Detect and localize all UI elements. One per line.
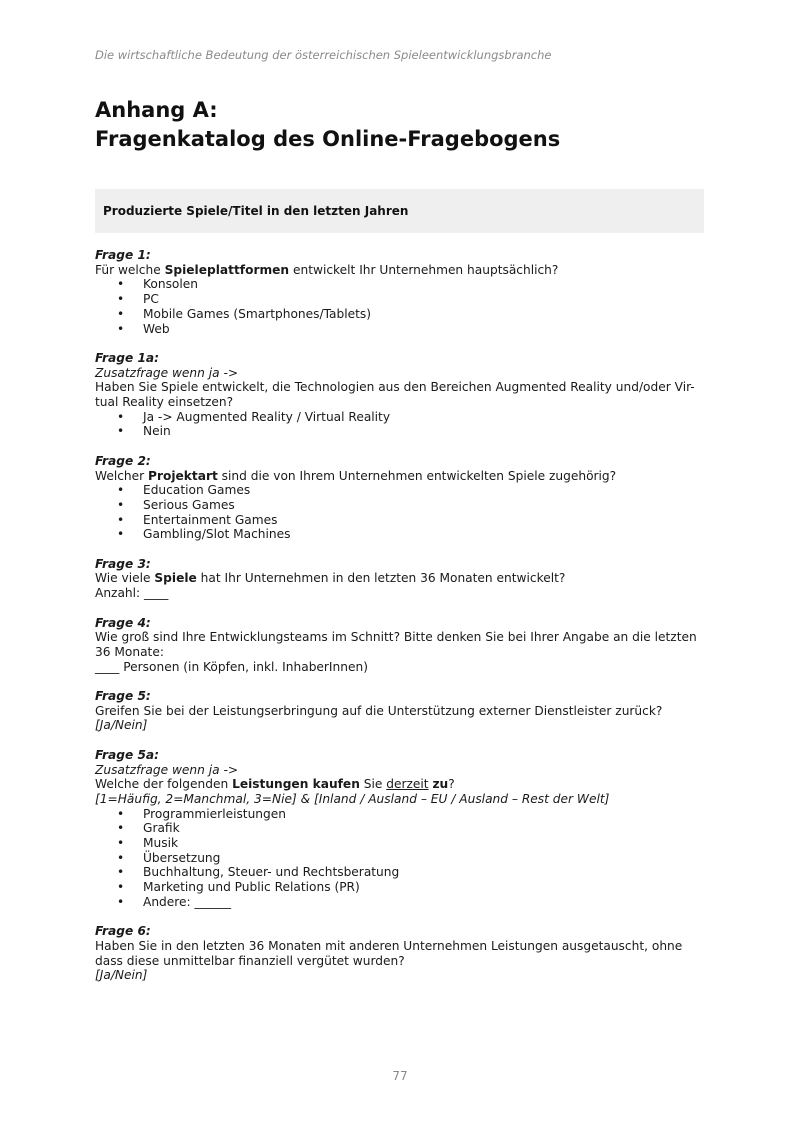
bold-term: zu	[432, 777, 449, 792]
list-item: • Andere: ______	[95, 895, 707, 910]
list-item: • Grafik	[95, 821, 707, 836]
question-2	[95, 454, 707, 542]
question-label: Frage 4:	[95, 615, 151, 630]
option-list	[95, 483, 707, 542]
list-item: • Buchhaltung, Steuer- und Rechtsberatung	[95, 865, 707, 880]
question-text-line: Wie groß sind Ihre Entwicklungsteams im Schnitt? Bitte denken Sie bei Ihrer Angabe an die letzten	[95, 630, 697, 645]
question-label: Frage 5:	[95, 689, 151, 704]
question-text	[95, 571, 707, 586]
question-1	[95, 248, 707, 336]
list-item: • Gambling/Slot Machines	[95, 527, 707, 542]
list-item: • Ja -> Augmented Reality / Virtual Reality	[95, 410, 707, 425]
list-item: • Nein	[95, 424, 707, 439]
question-text-line: 36 Monate:	[95, 644, 164, 659]
text-segment: entwickelt Ihr Unternehmen hauptsächlich?	[289, 262, 559, 277]
list-item: • Education Games	[95, 483, 707, 498]
question-1a	[95, 351, 707, 439]
question-5	[95, 689, 707, 733]
list-item: • Übersetzung	[95, 851, 707, 866]
bold-term: Projektart	[148, 468, 218, 483]
question-label: Frage 1a:	[95, 350, 160, 365]
text-segment: Welche der folgenden	[95, 777, 233, 792]
list-item: • Musik	[95, 836, 707, 851]
question-3	[95, 557, 707, 601]
text-segment: sind die von Ihrem Unternehmen entwickelten Spiele zugehörig?	[217, 468, 617, 483]
section-heading-box	[95, 189, 704, 233]
question-text-line: dass diese unmittelbar finanziell vergütet wurden?	[95, 953, 405, 968]
list-item: • Entertainment Games	[95, 513, 707, 528]
question-6	[95, 924, 707, 983]
question-5a	[95, 748, 707, 910]
option-list	[95, 410, 707, 439]
page-number: 77	[392, 1069, 408, 1083]
question-label: Frage 3:	[95, 556, 151, 571]
question-text: Greifen Sie bei der Leistungserbringung auf die Unterstützung externer Dienstleister zurück?	[95, 703, 663, 718]
answer-options: [Ja/Nein]	[95, 718, 148, 733]
followup-note: Zusatzfrage wenn ja ->	[95, 365, 239, 380]
text-segment: ?	[448, 777, 455, 792]
question-label: Frage 1:	[95, 248, 151, 262]
list-item: • Web	[95, 322, 707, 337]
list-item: • Programmierleistungen	[95, 807, 707, 822]
question-text	[95, 263, 707, 278]
list-item: • Mobile Games (Smartphones/Tablets)	[95, 307, 707, 322]
option-list	[95, 807, 707, 910]
text-segment: hat Ihr Unternehmen in den letzten 36 Monaten entwickelt?	[196, 571, 566, 586]
followup-note: Zusatzfrage wenn ja ->	[95, 762, 239, 777]
answer-field: ____ Personen (in Köpfen, inkl. InhaberInnen)	[95, 659, 368, 674]
question-label: Frage 2:	[95, 453, 151, 468]
list-item: • Konsolen	[95, 277, 707, 292]
bold-term: Spieleplattformen	[164, 262, 290, 277]
text-segment: Wie viele	[95, 571, 155, 586]
page-title	[95, 96, 560, 154]
rating-scale: [1=Häufig, 2=Manchmal, 3=Nie] & [Inland / Ausland – EU / Ausland – Rest der Welt]	[95, 791, 610, 806]
option-list	[95, 277, 707, 336]
question-text	[95, 777, 707, 792]
answer-field: Anzahl: ____	[95, 586, 169, 601]
list-item: • Serious Games	[95, 498, 707, 513]
question-text-line: Haben Sie in den letzten 36 Monaten mit anderen Unternehmen Leistungen ausgetauscht, ohne	[95, 938, 683, 953]
text-segment: Für welche	[95, 262, 165, 277]
question-text	[95, 469, 707, 484]
question-text-line: tual Reality einsetzen?	[95, 395, 234, 410]
question-4	[95, 616, 707, 675]
question-label: Frage 6:	[95, 924, 151, 939]
question-text-line: Haben Sie Spiele entwickelt, die Technologien aus den Bereichen Augmented Reality und/oder Vir-	[95, 380, 695, 395]
list-item: • PC	[95, 292, 707, 307]
bold-term: Spiele	[154, 571, 197, 586]
running-header: Die wirtschaftliche Bedeutung der österreichischen Spieleentwicklungsbranche	[95, 48, 552, 62]
text-segment: Sie	[359, 777, 387, 792]
section-heading: Produzierte Spiele/Titel in den letzten Jahren	[103, 204, 409, 218]
question-label: Frage 5a:	[95, 747, 160, 762]
underlined-term: derzeit	[386, 777, 429, 792]
title-line-2: Fragenkatalog des Online-Fragebogens	[95, 127, 561, 151]
text-segment: Welcher	[95, 468, 149, 483]
question-catalog	[95, 248, 707, 998]
answer-options: [Ja/Nein]	[95, 968, 148, 983]
bold-term: Leistungen kaufen	[232, 777, 360, 792]
title-line-1: Anhang A:	[95, 98, 218, 122]
list-item: • Marketing und Public Relations (PR)	[95, 880, 707, 895]
